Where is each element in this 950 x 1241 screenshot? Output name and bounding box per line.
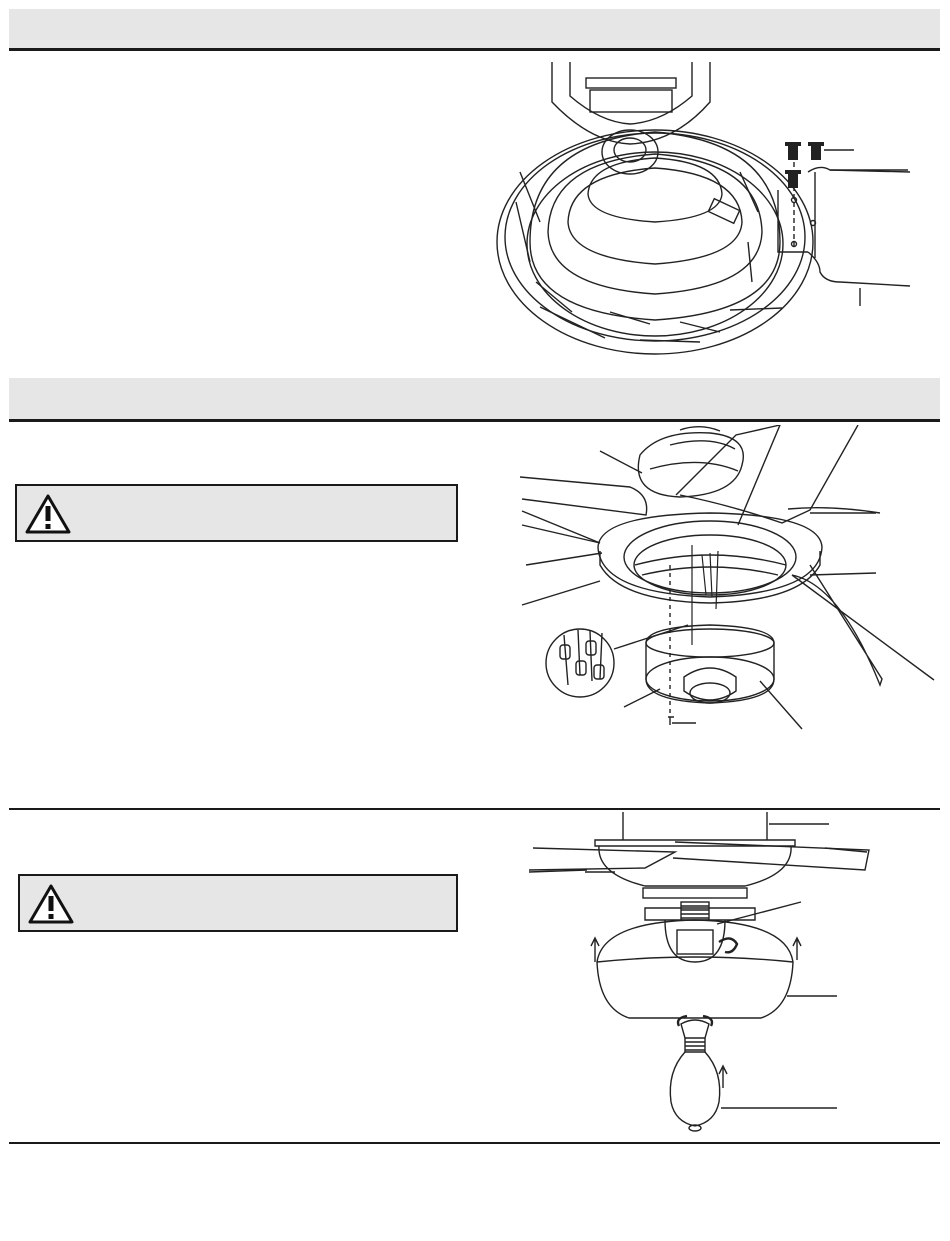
section-2-warning-box [15, 484, 458, 542]
warning-triangle-icon [28, 884, 74, 924]
section-3-warning-box [18, 874, 458, 932]
glass-shade-bulb-install-figure [525, 812, 875, 1134]
section-3-top-rule [9, 808, 940, 810]
warning-triangle-icon [25, 494, 71, 534]
fan-motor-mounting-bracket-figure [490, 62, 920, 362]
section-1-header-band [9, 9, 940, 51]
section-3-bottom-rule [9, 1142, 940, 1144]
section-2-header-band [9, 378, 940, 422]
light-kit-wiring-figure [520, 425, 940, 755]
